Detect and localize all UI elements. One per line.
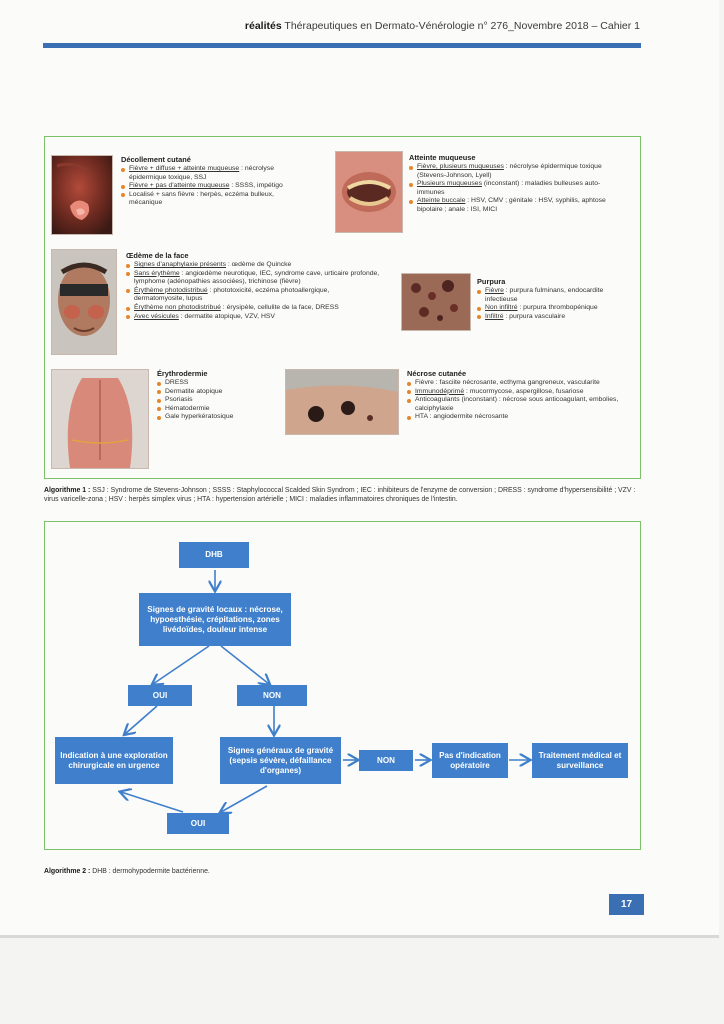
algorithm-1-caption (44, 486, 641, 504)
section-erythro-title: Érythrodermie (157, 369, 208, 378)
list-item: Signes d'anaphylaxie présents : œdème de Quincke (126, 261, 381, 270)
list-item: Localisé + sans fièvre : herpès, eczéma bulleux, mécanique (121, 191, 286, 208)
algorithm-1-frame (44, 136, 641, 479)
photo-decollement (51, 155, 113, 235)
list-item: Sans érythème : angiœdème neurotique, IEC, syndrome cave, urticaire profonde, lymphome (adénopathies associées), trichinose (fièvre) (126, 270, 381, 287)
section-purpura-list (477, 287, 635, 321)
flow-box-pas-indication: Pas d'indication opératoire (432, 743, 508, 778)
list-item: Psoriasis (157, 396, 269, 405)
section-muqueuse (335, 151, 635, 233)
photo-oedeme (51, 249, 117, 355)
section-muqueuse-title: Atteinte muqueuse (409, 153, 476, 162)
section-purpura-title: Purpura (477, 277, 506, 286)
page-edge (0, 935, 719, 938)
flow-box-dhb: DHB (179, 542, 249, 568)
photo-erythro (51, 369, 149, 469)
photo-purpura (401, 273, 471, 331)
running-header (245, 20, 640, 32)
list-item: Fièvre : purpura fulminans, endocardite infectieuse (477, 287, 635, 304)
section-necrose (285, 369, 637, 459)
flow-box-signes-generaux: Signes généraux de gravité (sepsis sévère, défaillance d'organes) (220, 737, 341, 784)
algorithm-2-caption (44, 867, 641, 876)
caption-label: Algorithme 1 : (44, 487, 91, 494)
photo-necrose (285, 369, 399, 435)
list-item: Anticoagulants (inconstant) : nécrose sous anticoagulant, embolies, calciphylaxie (407, 396, 633, 413)
flow-box-non-top: NON (237, 685, 307, 706)
section-decollement-title: Décollement cutané (121, 155, 191, 164)
section-decollement (51, 155, 321, 235)
header-rule (43, 43, 641, 48)
list-item: Érythème photodistribué : phototoxicité, eczéma photoallergique, dermatomyosite, lupus (126, 287, 381, 304)
list-item: Atteinte buccale : HSV, CMV ; génitale : HSV, syphilis, aphtose bipolaire ; anale : ISI, MICI (409, 197, 614, 214)
list-item: Immunodéprimé : mucormycose, aspergillose, fusariose (407, 388, 633, 397)
page-number: 17 (609, 894, 644, 915)
list-item: Fièvre + pas d'atteinte muqueuse : SSSS, impétigo (121, 182, 286, 191)
journal-issue: Thérapeutiques en Dermato-Vénérologie n° 276_Novembre 2018 – Cahier 1 (284, 20, 640, 32)
list-item: HTA : angiodermite nécrosante (407, 413, 633, 422)
list-item: Érythème non photodistribué : érysipèle, cellulite de la face, DRESS (126, 304, 381, 313)
section-oedeme-title: Œdème de la face (126, 251, 189, 260)
section-necrose-list (407, 379, 633, 422)
list-item: Fièvre + diffuse + atteinte muqueuse : nécrolyse épidermique toxique, SSJ (121, 165, 286, 182)
section-decollement-list (121, 165, 286, 208)
section-muqueuse-list (409, 163, 614, 215)
list-item: Non infiltré : purpura thrombopénique (477, 304, 635, 313)
flow-box-indication: Indication à une exploration chirurgicale en urgence (55, 737, 173, 784)
list-item: Fièvre : fasciite nécrosante, ecthyma gangreneux, vascularite (407, 379, 633, 388)
journal-name: réalités (244, 20, 282, 32)
section-oedeme (51, 249, 391, 359)
list-item: Hématodermie (157, 405, 269, 414)
photo-muqueuse (335, 151, 403, 233)
flow-box-signes-locaux: Signes de gravité locaux : nécrose, hypoesthésie, crépitations, zones livédoïdes, douleur intense (139, 593, 291, 646)
flow-box-traitement: Traitement médical et surveillance (532, 743, 628, 778)
list-item: Plusieurs muqueuses (inconstant) : maladies bulleuses auto-immunes (409, 180, 614, 197)
flow-box-non-mid: NON (359, 750, 413, 771)
section-erythro (51, 369, 271, 471)
section-purpura (401, 273, 637, 335)
section-oedeme-list (126, 261, 381, 321)
section-erythro-list (157, 379, 269, 422)
list-item: Dermatite atopique (157, 388, 269, 397)
list-item: Avec vésicules : dermatite atopique, VZV, HSV (126, 313, 381, 322)
list-item: Infiltré : purpura vasculaire (477, 313, 635, 322)
list-item: DRESS (157, 379, 269, 388)
caption-text: DHB : dermohypodermite bactérienne. (90, 868, 210, 875)
list-item: Gale hyperkératosique (157, 413, 269, 422)
caption-label: Algorithme 2 : (44, 868, 91, 875)
list-item: Fièvre, plusieurs muqueuses : nécrolyse épidermique toxique (Stevens-Johnson, Lyell) (409, 163, 614, 180)
algorithm-2-frame (44, 521, 641, 850)
caption-text: SSJ : Syndrome de Stevens-Johnson ; SSSS : Staphylococcal Scalded Skin Syndrom ; IEC : inhibiteurs de l'enzyme de conversion ; DRESS : syndrome d'hypersensibilité ; VZV : virus varicelle-zona ; HSV : herpès simplex virus ; HTA : hypertension artérielle ; MICI : maladies inflammatoires chroniques de l'intestin. (44, 487, 636, 503)
flow-box-oui-top: OUI (128, 685, 192, 706)
section-necrose-title: Nécrose cutanée (407, 369, 467, 378)
flow-box-oui-bottom: OUI (167, 813, 229, 834)
